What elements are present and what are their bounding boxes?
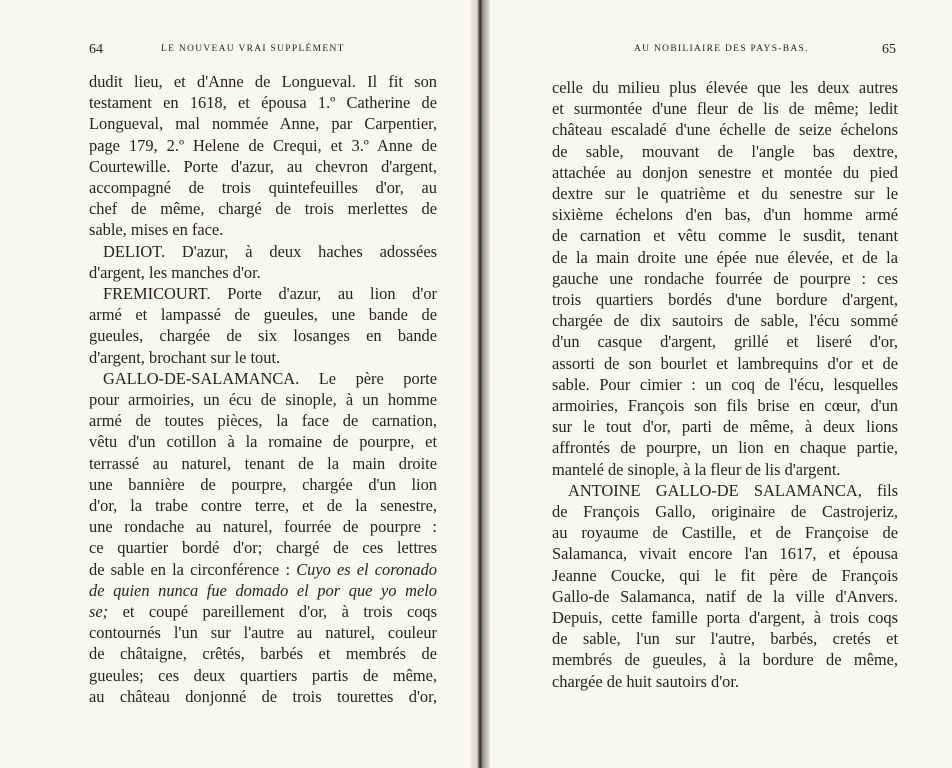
page-number-right: 65 [882, 42, 896, 57]
running-head-right: AU NOBILIAIRE DES PAYS-BAS. [634, 44, 809, 54]
text-line [89, 601, 437, 622]
text-line: armoiries, François son fils brise en cœur, d'un [552, 396, 898, 416]
text-line: accompagné de trois quintefeuilles d'or, au [89, 178, 437, 198]
text-line: sable. Pour cimier : un coq de l'écu, lesquelles [552, 374, 898, 394]
text-line: testament en 1618, et épousa 1.º Catherine de [89, 93, 437, 113]
text-line: armé de toutes pièces, la face de carnation, [89, 411, 437, 431]
text-line: ce quartier bordé d'or; chargé de ces lettres [89, 538, 437, 558]
text-line: vêtu d'un cotillon à la romaine de pourpre, et [89, 432, 437, 452]
text-segment: et coupé pareillement d'or, à trois coqs [122, 602, 437, 622]
motto-italic: se; [89, 602, 109, 622]
right-page-text [552, 77, 898, 692]
entry-antoine-gallo: ANTOINE GALLO-DE SALAMANCA, fils [568, 480, 898, 500]
text-line: de carnation et vêtu comme le susdit, tenant [552, 226, 898, 246]
text-line: d'argent, les manches d'or. [89, 262, 261, 282]
text-line: une bannière de pourpre, chargée d'un lion [89, 474, 437, 494]
text-line: gueules, chargée de six losanges en bande [89, 326, 437, 346]
text-line: château escaladé d'une échelle de seize échelons [552, 120, 898, 140]
text-line: Gallo-de Salamanca, natif de la ville d'Anvers. [552, 586, 898, 606]
text-line: membrés de gueules, à la bordure de même, [552, 650, 898, 670]
text-line [89, 580, 437, 601]
text-line: pour armoiries, un écu de sinople, à un homme [89, 390, 437, 410]
text-line: gauche une rondache fourrée de pourpre : ces [552, 268, 898, 288]
text-line: chargée de huit sautoirs d'or. [552, 671, 739, 691]
motto-italic: Cuyo es el coronado [296, 559, 437, 579]
text-line: Jeanne Coucke, qui le fit père de François [552, 565, 898, 585]
text-line: affrontés de pourpre, un lion en chaque partie, [552, 438, 898, 458]
text-line: mantelé de sinople, à la fleur de lis d'argent. [552, 459, 841, 479]
text-line: Salamanca, vivait encore l'an 1617, et épousa [552, 544, 898, 564]
text-line: chef de même, chargé de trois merlettes de [89, 199, 437, 219]
text-line: chargée de dix sautoirs de sable, l'écu sommé [552, 311, 898, 331]
page-number-left: 64 [89, 42, 103, 57]
left-page-text [89, 71, 437, 707]
text-line: sixième échelons d'en bas, d'un homme armé [552, 205, 898, 225]
text-line: contournés l'un sur l'autre au naturel, couleur [89, 623, 437, 643]
entry-fremicourt: FREMICOURT. Porte d'azur, au lion d'or [103, 284, 437, 304]
text-line: celle du milieu plus élevée que les deux autres [552, 78, 898, 97]
text-line: au château donjonné de trois tourettes d'or, [89, 686, 437, 706]
book-gutter [470, 0, 490, 768]
text-line: d'un casque d'argent, grillé et liseré d'or, [552, 332, 898, 352]
text-line: gueules; ces deux quartiers partis de même, [89, 665, 437, 685]
text-line [89, 559, 437, 580]
text-line: trois quartiers bordés d'une bordure d'argent, [552, 290, 898, 310]
motto-italic: de quien nunca fue domado el por que yo melo [89, 580, 437, 600]
text-line: assorti de son bourlet et lambrequins d'or et de [552, 353, 898, 373]
text-line: Depuis, cette famille porta d'argent, à trois coqs [552, 608, 898, 628]
text-line: armé et lampassé de gueules, une bande de [89, 305, 437, 325]
text-line: une rondache au naturel, fourrée de pourpre : [89, 517, 437, 537]
text-line: d'or, la trabe contre terre, et de la senestre, [89, 496, 437, 516]
text-line: de la main droite une épée nue élevée, et de la [552, 247, 898, 267]
entry-deliot: DELIOT. D'azur, à deux haches adossées [103, 241, 437, 261]
text-line: sable, mises en face. [89, 220, 224, 240]
entry-gallo-de-salamanca: GALLO-DE-SALAMANCA. Le père porte [103, 368, 437, 388]
text-line: au royaume de Castille, et de Françoise de [552, 523, 898, 543]
text-line: de François Gallo, originaire de Castrojeriz, [552, 502, 898, 522]
text-line: de châtaigne, crêtés, barbés et membrés de [89, 644, 437, 664]
text-line: Longueval, mal nommée Anne, par Carpentier, [89, 114, 437, 134]
text-line: attachée au donjon senestre et montée du pied [552, 162, 898, 182]
running-head-left: LE NOUVEAU VRAI SUPPLÉMENT [161, 44, 345, 54]
text-line: page 179, 2.º Helene de Crequi, et 3.º Anne de [89, 135, 437, 155]
text-line: de sable, mouvant de l'angle bas dextre, [552, 141, 898, 161]
text-line: dudit lieu, et d'Anne de Longueval. Il fit son [89, 72, 437, 91]
text-line: d'argent, brochant sur le tout. [89, 347, 281, 367]
text-line: de sable, l'un sur l'autre, barbés, cretés et [552, 629, 898, 649]
text-line: terrassé au naturel, tenant de la main droite [89, 453, 437, 473]
text-line: Courtewille. Porte d'azur, au chevron d'argent, [89, 156, 437, 176]
text-line: sur le tout d'or, parti de même, à deux lions [552, 417, 898, 437]
text-segment: de sable en la circonférence : [89, 559, 291, 579]
text-line: et surmontée d'une fleur de lis de même; ledit [552, 99, 898, 119]
text-line: dextre sur le quatrième et du senestre sur le [552, 184, 898, 204]
